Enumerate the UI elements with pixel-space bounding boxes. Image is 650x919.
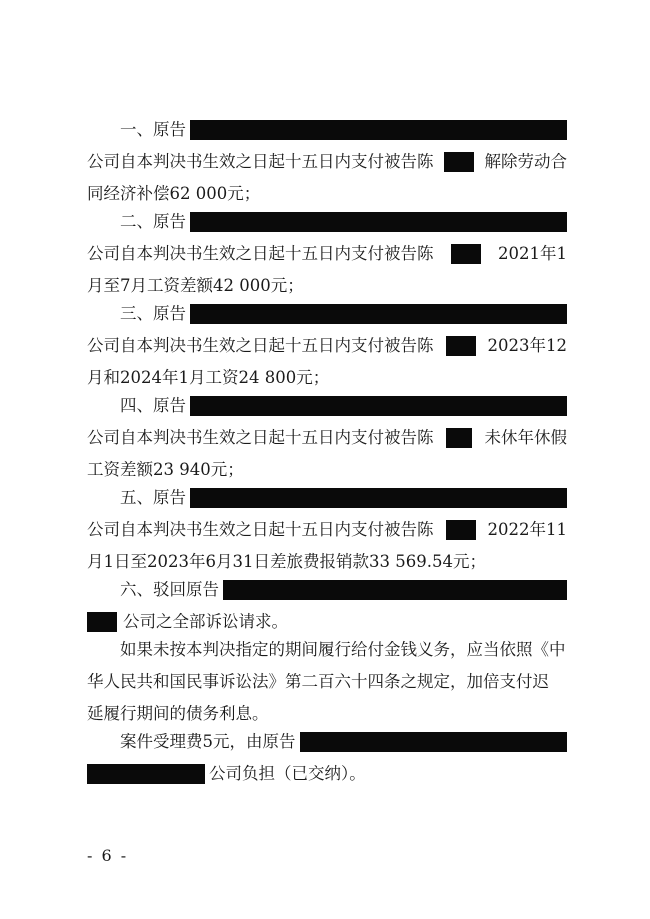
item-1-text: 公司自本判决书生效之日起十五日内支付被告陈: [87, 152, 434, 171]
item-6-prefix: 六、驳回原告: [120, 580, 219, 599]
item-5-text-after: 2022年11: [487, 520, 567, 539]
item-4-text-after: 未休年休假: [484, 428, 567, 447]
item-6-line-1: [120, 574, 567, 606]
item-2-prefix: 二、原告: [120, 212, 186, 231]
item-2-text: 公司自本判决书生效之日起十五日内支付被告陈: [87, 244, 434, 263]
para-interest-text-2: 华人民共和国民事诉讼法》第二百六十四条之规定，加倍支付迟: [87, 672, 549, 691]
redaction-block: [190, 212, 567, 232]
redaction-block: [446, 520, 476, 540]
item-4-line-2: [87, 422, 567, 454]
item-1-prefix: 一、原告: [120, 120, 186, 139]
item-1-text-after: 解除劳动合: [484, 152, 567, 171]
item-4-prefix: 四、原告: [120, 396, 186, 415]
item-6-text: 公司之全部诉讼请求。: [123, 612, 288, 631]
item-3-amount: 月和2024年1月工资24 800元；: [87, 368, 330, 387]
page-number: - 6 -: [87, 846, 129, 865]
redaction-block: [300, 732, 568, 752]
item-2-text-after: 2021年1: [498, 244, 567, 263]
para-fee-text-1: 案件受理费5元，由原告: [120, 732, 296, 751]
item-1-amount: 同经济补偿62 000元；: [87, 184, 261, 203]
redaction-block: [446, 336, 476, 356]
redaction-block: [190, 488, 567, 508]
para-fee-line-1: [120, 726, 567, 758]
item-3-text: 公司自本判决书生效之日起十五日内支付被告陈: [87, 336, 434, 355]
item-4-text: 公司自本判决书生效之日起十五日内支付被告陈: [87, 428, 434, 447]
para-fee-line-2: [87, 758, 567, 790]
item-2-line-1: [120, 206, 567, 238]
para-interest-text-1: 如果未按本判决指定的期间履行给付金钱义务，应当依照《中: [120, 640, 566, 659]
para-interest-line-2: [87, 666, 567, 698]
para-interest-text-3: 延履行期间的债务利息。: [87, 704, 269, 723]
redaction-block: [444, 152, 474, 172]
item-2-amount: 月至7月工资差额42 000元；: [87, 276, 304, 295]
item-5-amount: 月1日至2023年6月31日差旅费报销款33 569.54元；: [87, 552, 486, 571]
item-3-text-after: 2023年12: [487, 336, 567, 355]
item-3-prefix: 三、原告: [120, 304, 186, 323]
item-3-line-2: [87, 330, 567, 362]
para-interest-line-1: [120, 634, 567, 666]
item-1-line-1: [120, 114, 567, 146]
item-5-line-1: [120, 482, 567, 514]
redaction-block: [446, 428, 472, 448]
item-1-line-2: [87, 146, 567, 178]
item-5-line-2: [87, 514, 567, 546]
item-4-amount: 工资差额23 940元；: [87, 460, 244, 479]
item-2-line-2: [87, 238, 567, 270]
item-4-line-1: [120, 390, 567, 422]
redaction-block: [87, 764, 205, 784]
para-fee-text-2: 公司负担（已交纳）。: [209, 764, 366, 783]
redaction-block: [190, 120, 567, 140]
item-3-line-1: [120, 298, 567, 330]
item-5-text: 公司自本判决书生效之日起十五日内支付被告陈: [87, 520, 434, 539]
redaction-block: [223, 580, 567, 600]
redaction-block: [87, 612, 117, 632]
redaction-block: [190, 304, 567, 324]
redaction-block: [190, 396, 567, 416]
redaction-block: [451, 244, 481, 264]
item-5-prefix: 五、原告: [120, 488, 186, 507]
